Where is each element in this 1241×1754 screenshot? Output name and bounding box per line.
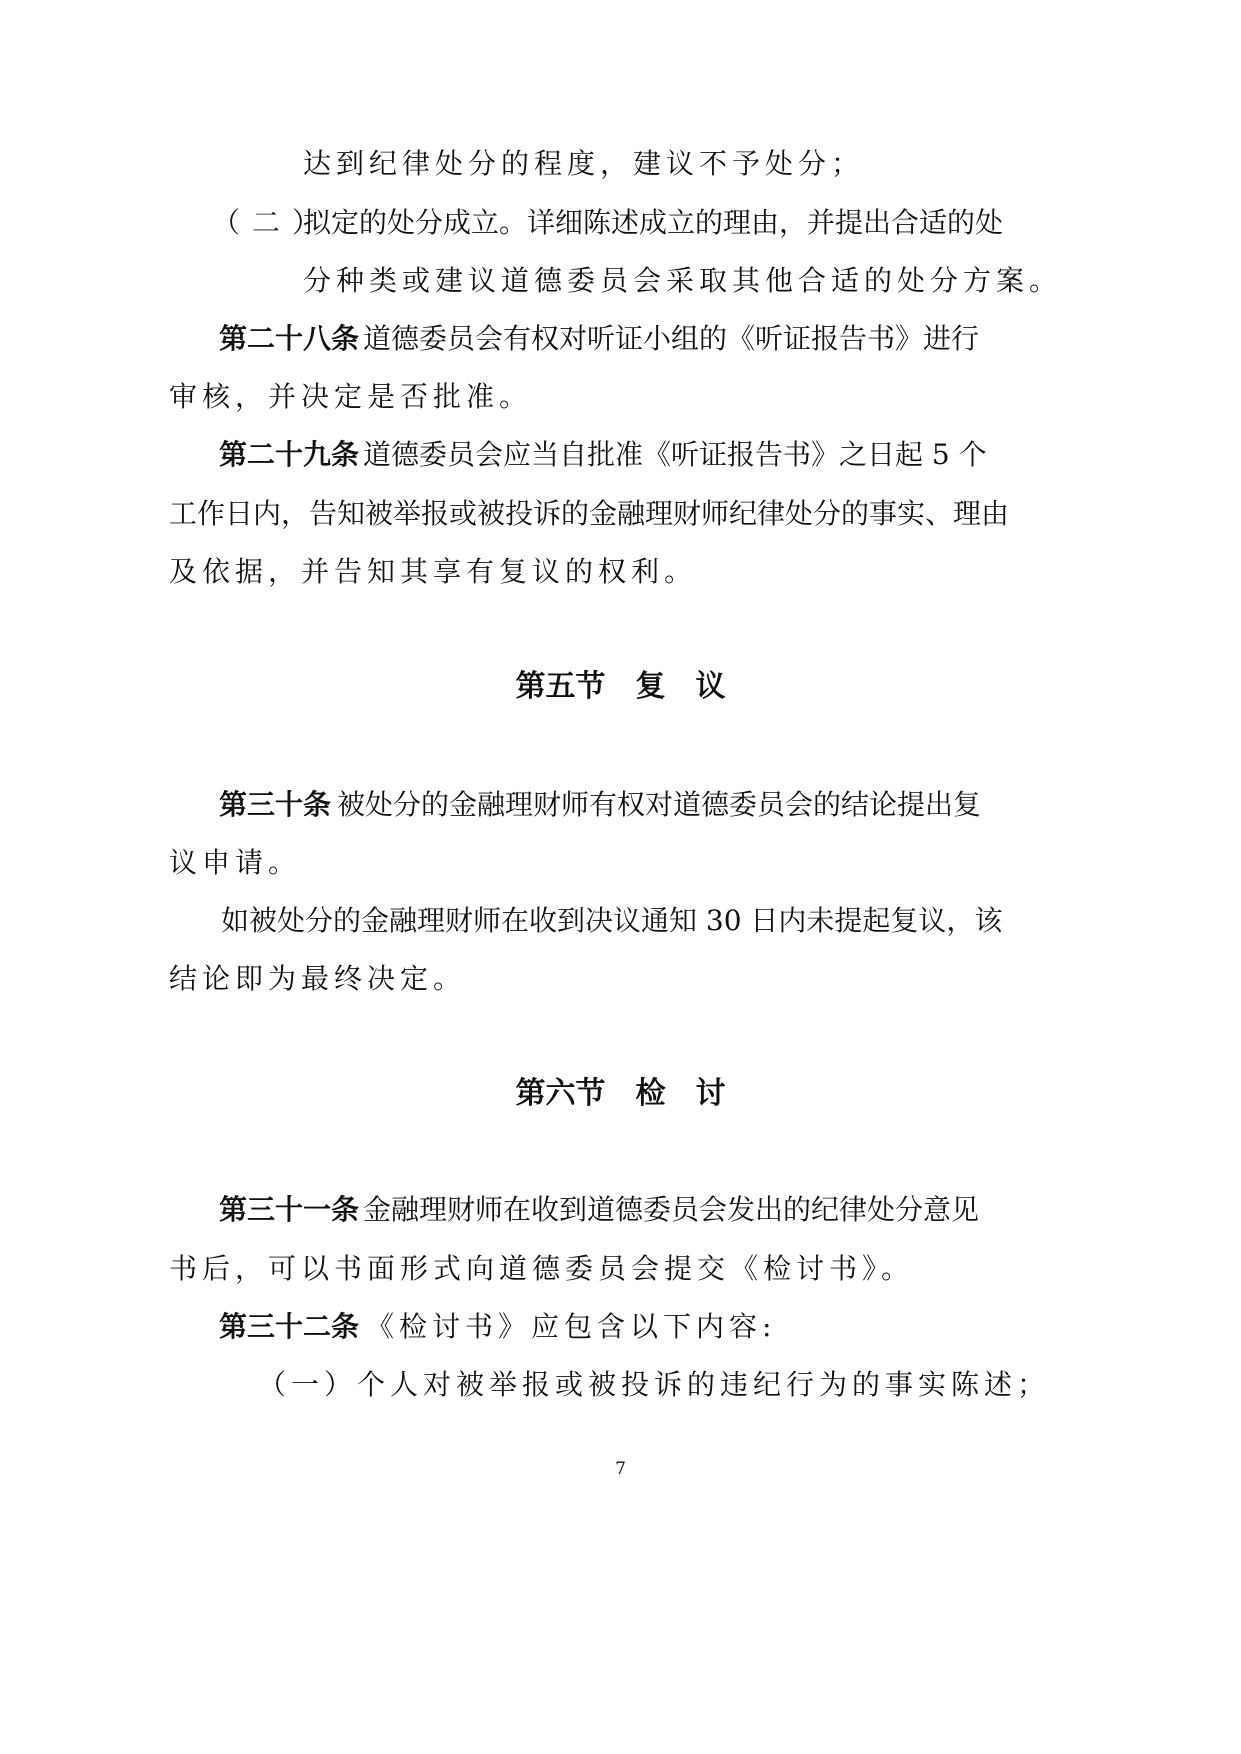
item-text-line: 拟定的处分成立。详细陈述成立的理由，并提出合适的处	[303, 206, 1004, 239]
article-label: 第三十二条	[219, 1310, 360, 1343]
item-text-line: （一）个人对被举报或被投诉的违纪行为的事实陈述；	[258, 1368, 1051, 1401]
article-label: 第三十一条	[219, 1193, 360, 1226]
section-heading: 第五节 复 议	[515, 669, 726, 704]
paragraph-line: 如被处分的金融理财师在收到决议通知 30 日内未提起复议，该	[221, 904, 1003, 937]
article-text-line: 审核，并决定是否批准。	[169, 380, 533, 413]
article-label: 第二十八条	[219, 322, 360, 355]
article-text-line: 工作日内，告知被举报或被投诉的金融理财师纪律处分的事实、理由	[169, 497, 1010, 530]
item-marker: （二）	[212, 206, 333, 239]
page-number: 7	[615, 1459, 626, 1479]
article-text-line: 金融理财师在收到道德委员会发出的纪律处分意见	[363, 1193, 980, 1226]
article-text-line: 道德委员会有权对听证小组的《听证报告书》进行	[363, 322, 980, 355]
item-continuation-line: 达到纪律处分的程度，建议不予处分；	[303, 147, 865, 180]
article-text-line: 议申请。	[169, 846, 302, 879]
article-label: 第三十条	[219, 788, 332, 821]
article-text-line: 及依据，并告知其享有复议的权利。	[169, 555, 698, 588]
article-text-line: 《检讨书》应包含以下内容:	[366, 1310, 777, 1343]
article-label: 第二十九条	[219, 438, 360, 471]
item-text-line: 分种类或建议道德委员会采取其他合适的处分方案。	[303, 264, 1063, 297]
article-text-line: 道德委员会应当自批准《听证报告书》之日起 5 个	[363, 438, 987, 471]
section-heading: 第六节 检 讨	[515, 1076, 726, 1111]
paragraph-line: 结论即为最终决定。	[169, 962, 467, 995]
article-text-line: 被处分的金融理财师有权对道德委员会的结论提出复	[337, 788, 982, 821]
article-text-line: 书后，可以书面形式向道德委员会提交《检讨书》。	[169, 1252, 915, 1285]
